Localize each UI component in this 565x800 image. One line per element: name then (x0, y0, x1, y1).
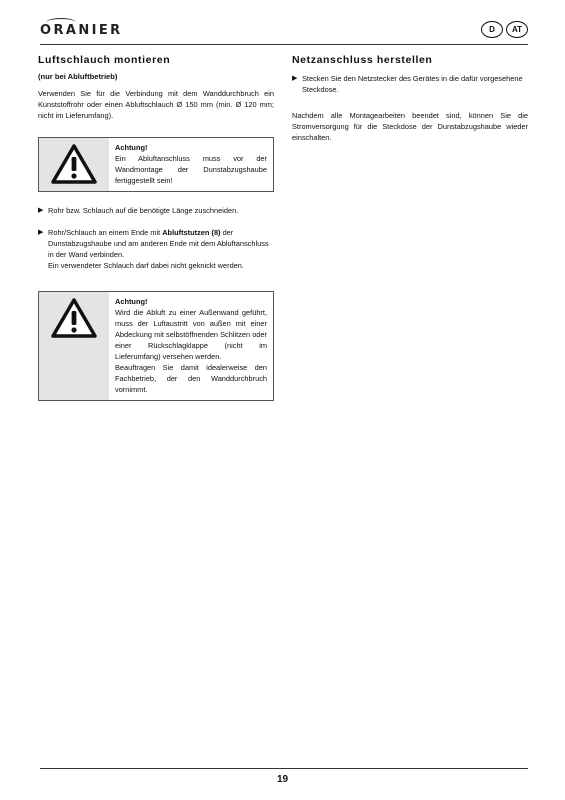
left-column (38, 54, 274, 401)
step-2-extra: Ein verwendeter Schlauch darf dabei nicht geknickt werden. (48, 261, 244, 270)
warning-text-2 (109, 292, 273, 400)
warning-body-2b: Beauftragen Sie damit idealerweise den Fachbetrieb, der den Wanddurchbruch vornimmt. (115, 363, 267, 394)
step-2-bold: Abluftstutzen (8) (162, 228, 221, 237)
warning-title-2: Achtung! (115, 297, 148, 306)
netz-note: Nachdem alle Montagearbeiten beendet sind, können Sie die Stromversorgung für die Steckdose der Dunstabzugshaube wieder einschalten. (292, 111, 528, 142)
triangle-right-icon: ▶ (38, 229, 44, 236)
intro-paragraph: Verwenden Sie für die Verbindung mit dem Wanddurchbruch ein Kunststoffrohr oder einen Abluftschlauch Ø 150 mm (min. Ø 120 mm; nicht im Lieferumfang). (38, 89, 274, 120)
step-2-pre: Rohr/Schlauch an einem Ende mit (48, 228, 163, 237)
header-rule (40, 44, 528, 45)
page-number: 19 (276, 774, 289, 785)
warning-text-1 (109, 138, 273, 191)
warning-body-1: Ein Abluftanschluss muss vor der Wandmontage der Dunstabzugshaube fertiggestellt sein! (115, 154, 267, 185)
warning-body-2: Wird die Abluft zu einer Außenwand geführt, muss der Luftaustritt von außen mit einer Abdeckung mit selbstöffnenden Schlitzen oder einer Rückschlagklappe (nicht im Lieferumfang) versehen werden. (115, 308, 267, 361)
country-badge-d: D (481, 21, 503, 38)
page-header (40, 18, 528, 44)
warning-triangle-icon (39, 292, 109, 400)
warning-title-1: Achtung! (115, 143, 148, 152)
section-title-netzanschluss: Netzanschluss herstellen (292, 54, 433, 66)
country-badge-at: AT (506, 21, 528, 38)
brand-logo: ORANIER (40, 23, 123, 38)
list-item-step-2 (38, 227, 274, 271)
list-item-netz-step (292, 73, 528, 95)
step-1-text: Rohr bzw. Schlauch auf die benötigte Länge zuschneiden. (48, 206, 239, 215)
triangle-right-icon: ▶ (292, 75, 298, 82)
section-subtitle: (nur bei Abluftbetrieb) (38, 72, 118, 81)
step-2-post: der Dunstabzugshaube und am anderen Ende mit dem Abluftanschluss in der Wand verbinden. (48, 228, 269, 259)
netz-step-text: Stecken Sie den Netzstecker des Gerätes in die dafür vorgesehene Steckdose. (302, 74, 523, 94)
list-item-step-1 (38, 205, 274, 216)
warning-box-2 (38, 291, 274, 401)
step-2-text (48, 227, 274, 271)
country-badges (481, 21, 528, 38)
warning-triangle-icon (39, 138, 109, 191)
section-title-luftschlauch: Luftschlauch montieren (38, 54, 171, 66)
footer-rule (40, 768, 528, 769)
triangle-right-icon: ▶ (38, 207, 44, 214)
warning-box-1 (38, 137, 274, 192)
right-column (292, 54, 528, 143)
